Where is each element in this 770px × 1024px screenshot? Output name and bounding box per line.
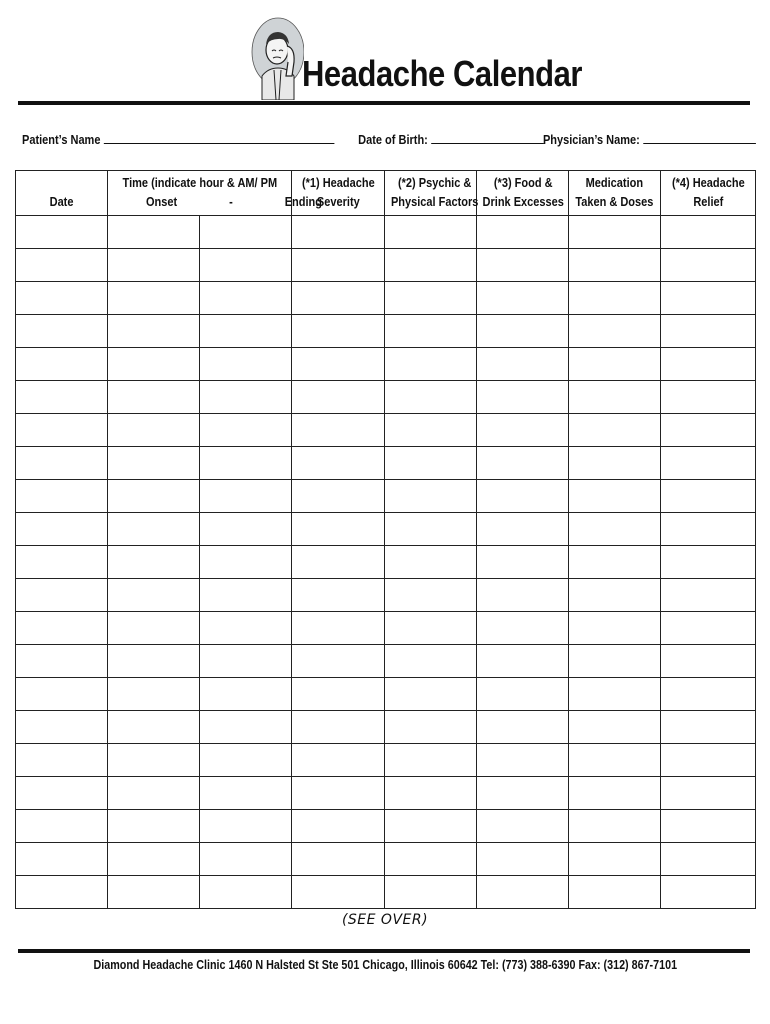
- medication-cell[interactable]: [569, 579, 661, 612]
- severity-cell[interactable]: [292, 249, 385, 282]
- onset-cell[interactable]: [108, 480, 200, 513]
- relief-cell[interactable]: [661, 348, 756, 381]
- date-cell[interactable]: [16, 579, 108, 612]
- severity-cell[interactable]: [292, 282, 385, 315]
- physician-label: Physician’s Name:: [542, 133, 640, 147]
- table-row: [16, 381, 756, 414]
- dob-label: Date of Birth:: [358, 133, 428, 147]
- food-cell[interactable]: [477, 843, 569, 876]
- medication-cell[interactable]: [569, 546, 661, 579]
- severity-cell[interactable]: [292, 876, 385, 909]
- col-severity-label-2: Severity: [316, 195, 360, 209]
- date-cell[interactable]: [16, 612, 108, 645]
- physician-blank[interactable]: [643, 130, 756, 144]
- patient-name-label: Patient’s Name: [22, 133, 101, 147]
- date-cell[interactable]: [16, 315, 108, 348]
- food-cell[interactable]: [477, 744, 569, 777]
- table-row: [16, 810, 756, 843]
- relief-cell[interactable]: [661, 810, 756, 843]
- food-cell[interactable]: [477, 216, 569, 249]
- medication-cell[interactable]: [569, 612, 661, 645]
- food-cell[interactable]: [477, 711, 569, 744]
- ending-cell[interactable]: [200, 711, 292, 744]
- col-food-label-2: Drink Excesses: [482, 195, 564, 209]
- ending-cell[interactable]: [200, 447, 292, 480]
- clinic-footer: [0, 958, 770, 972]
- medication-cell[interactable]: [569, 249, 661, 282]
- table-row: [16, 315, 756, 348]
- food-cell[interactable]: [477, 777, 569, 810]
- col-time-header: [108, 171, 322, 216]
- date-cell[interactable]: [16, 678, 108, 711]
- patient-name-blank[interactable]: [104, 130, 335, 144]
- severity-cell[interactable]: [292, 216, 385, 249]
- medication-cell[interactable]: [569, 282, 661, 315]
- onset-cell[interactable]: [108, 282, 200, 315]
- severity-cell[interactable]: [292, 612, 385, 645]
- medication-cell[interactable]: [569, 480, 661, 513]
- date-cell[interactable]: [16, 348, 108, 381]
- see-over-note: (SEE OVER): [341, 912, 429, 928]
- date-cell[interactable]: [16, 282, 108, 315]
- top-divider: [18, 101, 750, 105]
- onset-cell[interactable]: [108, 216, 200, 249]
- col-relief-header: [661, 171, 756, 216]
- psychic-cell[interactable]: [385, 744, 477, 777]
- food-cell[interactable]: [477, 315, 569, 348]
- ending-cell[interactable]: [200, 546, 292, 579]
- table-row: [16, 546, 756, 579]
- severity-cell[interactable]: [292, 315, 385, 348]
- ending-cell[interactable]: [200, 843, 292, 876]
- psychic-cell[interactable]: [385, 678, 477, 711]
- table-row: [16, 843, 756, 876]
- dob-blank[interactable]: [431, 130, 544, 144]
- food-cell[interactable]: [477, 282, 569, 315]
- date-cell[interactable]: [16, 645, 108, 678]
- relief-cell[interactable]: [661, 744, 756, 777]
- table-row: [16, 414, 756, 447]
- col-time-dash: -: [229, 195, 233, 209]
- psychic-cell[interactable]: [385, 315, 477, 348]
- date-cell[interactable]: [16, 414, 108, 447]
- date-cell[interactable]: [16, 711, 108, 744]
- medication-cell[interactable]: [569, 843, 661, 876]
- medication-cell[interactable]: [569, 876, 661, 909]
- psychic-cell[interactable]: [385, 612, 477, 645]
- medication-cell[interactable]: [569, 315, 661, 348]
- onset-cell[interactable]: [108, 348, 200, 381]
- medication-cell[interactable]: [569, 414, 661, 447]
- ending-cell[interactable]: [200, 579, 292, 612]
- food-cell[interactable]: [477, 381, 569, 414]
- food-cell[interactable]: [477, 480, 569, 513]
- onset-cell[interactable]: [108, 414, 200, 447]
- severity-cell[interactable]: [292, 381, 385, 414]
- severity-cell[interactable]: [292, 843, 385, 876]
- medication-cell[interactable]: [569, 381, 661, 414]
- patient-info-row: [22, 130, 661, 148]
- date-cell[interactable]: [16, 810, 108, 843]
- psychic-cell[interactable]: [385, 546, 477, 579]
- col-relief-label-1: (*4) Headache: [671, 176, 745, 190]
- psychic-cell[interactable]: [385, 282, 477, 315]
- onset-cell[interactable]: [108, 579, 200, 612]
- relief-cell[interactable]: [661, 447, 756, 480]
- ending-cell[interactable]: [200, 216, 292, 249]
- page-title: Headache Calendar: [302, 53, 583, 94]
- psychic-cell[interactable]: [385, 447, 477, 480]
- relief-cell[interactable]: [661, 645, 756, 678]
- relief-cell[interactable]: [661, 612, 756, 645]
- col-severity-header: [292, 171, 385, 216]
- table-body: [16, 216, 756, 909]
- date-cell[interactable]: [16, 546, 108, 579]
- medication-cell[interactable]: [569, 447, 661, 480]
- psychic-cell[interactable]: [385, 216, 477, 249]
- col-medication-header: [569, 171, 661, 216]
- psychic-cell[interactable]: [385, 348, 477, 381]
- food-cell[interactable]: [477, 876, 569, 909]
- col-date-label: Date: [49, 194, 74, 209]
- ending-cell[interactable]: [200, 513, 292, 546]
- severity-cell[interactable]: [292, 414, 385, 447]
- relief-cell[interactable]: [661, 315, 756, 348]
- psychic-cell[interactable]: [385, 843, 477, 876]
- severity-cell[interactable]: [292, 645, 385, 678]
- table-row: [16, 249, 756, 282]
- ending-cell[interactable]: [200, 876, 292, 909]
- onset-cell[interactable]: [108, 678, 200, 711]
- severity-cell[interactable]: [292, 810, 385, 843]
- psychic-cell[interactable]: [385, 711, 477, 744]
- medication-cell[interactable]: [569, 216, 661, 249]
- table-row: [16, 480, 756, 513]
- psychic-cell[interactable]: [385, 579, 477, 612]
- relief-cell[interactable]: [661, 381, 756, 414]
- ending-cell[interactable]: [200, 777, 292, 810]
- col-ending-label: Ending: [284, 195, 322, 209]
- ending-cell[interactable]: [200, 744, 292, 777]
- food-cell[interactable]: [477, 546, 569, 579]
- patient-name-field[interactable]: [22, 130, 335, 147]
- food-cell[interactable]: [477, 810, 569, 843]
- onset-cell[interactable]: [108, 711, 200, 744]
- relief-cell[interactable]: [661, 480, 756, 513]
- table-row: [16, 348, 756, 381]
- relief-cell[interactable]: [661, 843, 756, 876]
- food-cell[interactable]: [477, 414, 569, 447]
- psychic-cell[interactable]: [385, 414, 477, 447]
- onset-cell[interactable]: [108, 777, 200, 810]
- relief-cell[interactable]: [661, 249, 756, 282]
- ending-cell[interactable]: [200, 348, 292, 381]
- relief-cell[interactable]: [661, 546, 756, 579]
- food-cell[interactable]: [477, 645, 569, 678]
- relief-cell[interactable]: [661, 216, 756, 249]
- psychic-cell[interactable]: [385, 381, 477, 414]
- table-row: [16, 711, 756, 744]
- col-date-header: [16, 171, 108, 216]
- physician-field[interactable]: [543, 130, 756, 147]
- table-row: [16, 645, 756, 678]
- table-row: [16, 678, 756, 711]
- table-row: [16, 513, 756, 546]
- onset-cell[interactable]: [108, 876, 200, 909]
- table-row: [16, 777, 756, 810]
- severity-cell[interactable]: [292, 447, 385, 480]
- food-cell[interactable]: [477, 249, 569, 282]
- headache-log-table-wrap: [15, 170, 755, 910]
- psychic-cell[interactable]: [385, 876, 477, 909]
- medication-cell[interactable]: [569, 744, 661, 777]
- relief-cell[interactable]: [661, 579, 756, 612]
- medication-cell[interactable]: [569, 513, 661, 546]
- severity-cell[interactable]: [292, 744, 385, 777]
- col-relief-label-2: Relief: [693, 195, 723, 209]
- medication-cell[interactable]: [569, 678, 661, 711]
- severity-cell[interactable]: [292, 579, 385, 612]
- severity-cell[interactable]: [292, 777, 385, 810]
- bottom-divider: [18, 949, 750, 953]
- food-cell[interactable]: [477, 348, 569, 381]
- col-psychic-label-1: (*2) Psychic &: [397, 176, 472, 190]
- date-cell[interactable]: [16, 513, 108, 546]
- food-cell[interactable]: [477, 579, 569, 612]
- col-food-header: [477, 171, 569, 216]
- onset-cell[interactable]: [108, 513, 200, 546]
- ending-cell[interactable]: [200, 678, 292, 711]
- table-header-row: [16, 171, 756, 216]
- onset-cell[interactable]: [108, 843, 200, 876]
- ending-cell[interactable]: [200, 249, 292, 282]
- food-cell[interactable]: [477, 447, 569, 480]
- onset-cell[interactable]: [108, 744, 200, 777]
- table-row: [16, 282, 756, 315]
- psychic-cell[interactable]: [385, 810, 477, 843]
- severity-cell[interactable]: [292, 513, 385, 546]
- psychic-cell[interactable]: [385, 513, 477, 546]
- medication-cell[interactable]: [569, 348, 661, 381]
- table-row: [16, 744, 756, 777]
- onset-cell[interactable]: [108, 447, 200, 480]
- relief-cell[interactable]: [661, 678, 756, 711]
- ending-cell[interactable]: [200, 480, 292, 513]
- headache-log-table: [15, 170, 756, 909]
- medication-cell[interactable]: [569, 810, 661, 843]
- table-row: [16, 612, 756, 645]
- table-row: [16, 216, 756, 249]
- dob-field[interactable]: [358, 130, 544, 147]
- relief-cell[interactable]: [661, 513, 756, 546]
- relief-cell[interactable]: [661, 876, 756, 909]
- ending-cell[interactable]: [200, 810, 292, 843]
- person-with-headache-icon: [248, 16, 304, 100]
- onset-cell[interactable]: [108, 645, 200, 678]
- food-cell[interactable]: [477, 513, 569, 546]
- relief-cell[interactable]: [661, 282, 756, 315]
- medication-cell[interactable]: [569, 777, 661, 810]
- col-severity-label-1: (*1) Headache: [301, 176, 375, 190]
- col-onset-label: Onset: [146, 195, 178, 209]
- ending-cell[interactable]: [200, 282, 292, 315]
- ending-cell[interactable]: [200, 381, 292, 414]
- table-row: [16, 579, 756, 612]
- date-cell[interactable]: [16, 744, 108, 777]
- ending-cell[interactable]: [200, 315, 292, 348]
- ending-cell[interactable]: [200, 645, 292, 678]
- severity-cell[interactable]: [292, 348, 385, 381]
- psychic-cell[interactable]: [385, 645, 477, 678]
- col-medication-label-1: Medication: [585, 176, 644, 190]
- date-cell[interactable]: [16, 843, 108, 876]
- onset-cell[interactable]: [108, 546, 200, 579]
- date-cell[interactable]: [16, 876, 108, 909]
- psychic-cell[interactable]: [385, 249, 477, 282]
- medication-cell[interactable]: [569, 711, 661, 744]
- date-cell[interactable]: [16, 480, 108, 513]
- severity-cell[interactable]: [292, 711, 385, 744]
- col-psychic-header: [385, 171, 477, 216]
- page-header: [0, 0, 770, 110]
- food-cell[interactable]: [477, 612, 569, 645]
- onset-cell[interactable]: [108, 315, 200, 348]
- relief-cell[interactable]: [661, 414, 756, 447]
- clinic-footer-text: Diamond Headache Clinic 1460 N Halsted St Ste 501 Chicago, Illinois 60642 Tel: (773) 388-6390 Fax: (312) 867-7101: [93, 958, 677, 972]
- col-food-label-1: (*3) Food &: [493, 176, 553, 190]
- col-medication-label-2: Taken & Doses: [575, 195, 654, 209]
- ending-cell[interactable]: [200, 612, 292, 645]
- relief-cell[interactable]: [661, 711, 756, 744]
- table-row: [16, 876, 756, 909]
- psychic-cell[interactable]: [385, 480, 477, 513]
- severity-cell[interactable]: [292, 480, 385, 513]
- onset-cell[interactable]: [108, 381, 200, 414]
- severity-cell[interactable]: [292, 678, 385, 711]
- date-cell[interactable]: [16, 216, 108, 249]
- onset-cell[interactable]: [108, 249, 200, 282]
- col-time-label: Time (indicate hour & AM/ PM: [122, 176, 277, 190]
- relief-cell[interactable]: [661, 777, 756, 810]
- date-cell[interactable]: [16, 249, 108, 282]
- psychic-cell[interactable]: [385, 777, 477, 810]
- table-row: [16, 447, 756, 480]
- date-cell[interactable]: [16, 777, 108, 810]
- onset-cell[interactable]: [108, 810, 200, 843]
- date-cell[interactable]: [16, 447, 108, 480]
- ending-cell[interactable]: [200, 414, 292, 447]
- col-psychic-label-2: Physical Factors: [390, 195, 479, 209]
- onset-cell[interactable]: [108, 612, 200, 645]
- food-cell[interactable]: [477, 678, 569, 711]
- date-cell[interactable]: [16, 381, 108, 414]
- medication-cell[interactable]: [569, 645, 661, 678]
- severity-cell[interactable]: [292, 546, 385, 579]
